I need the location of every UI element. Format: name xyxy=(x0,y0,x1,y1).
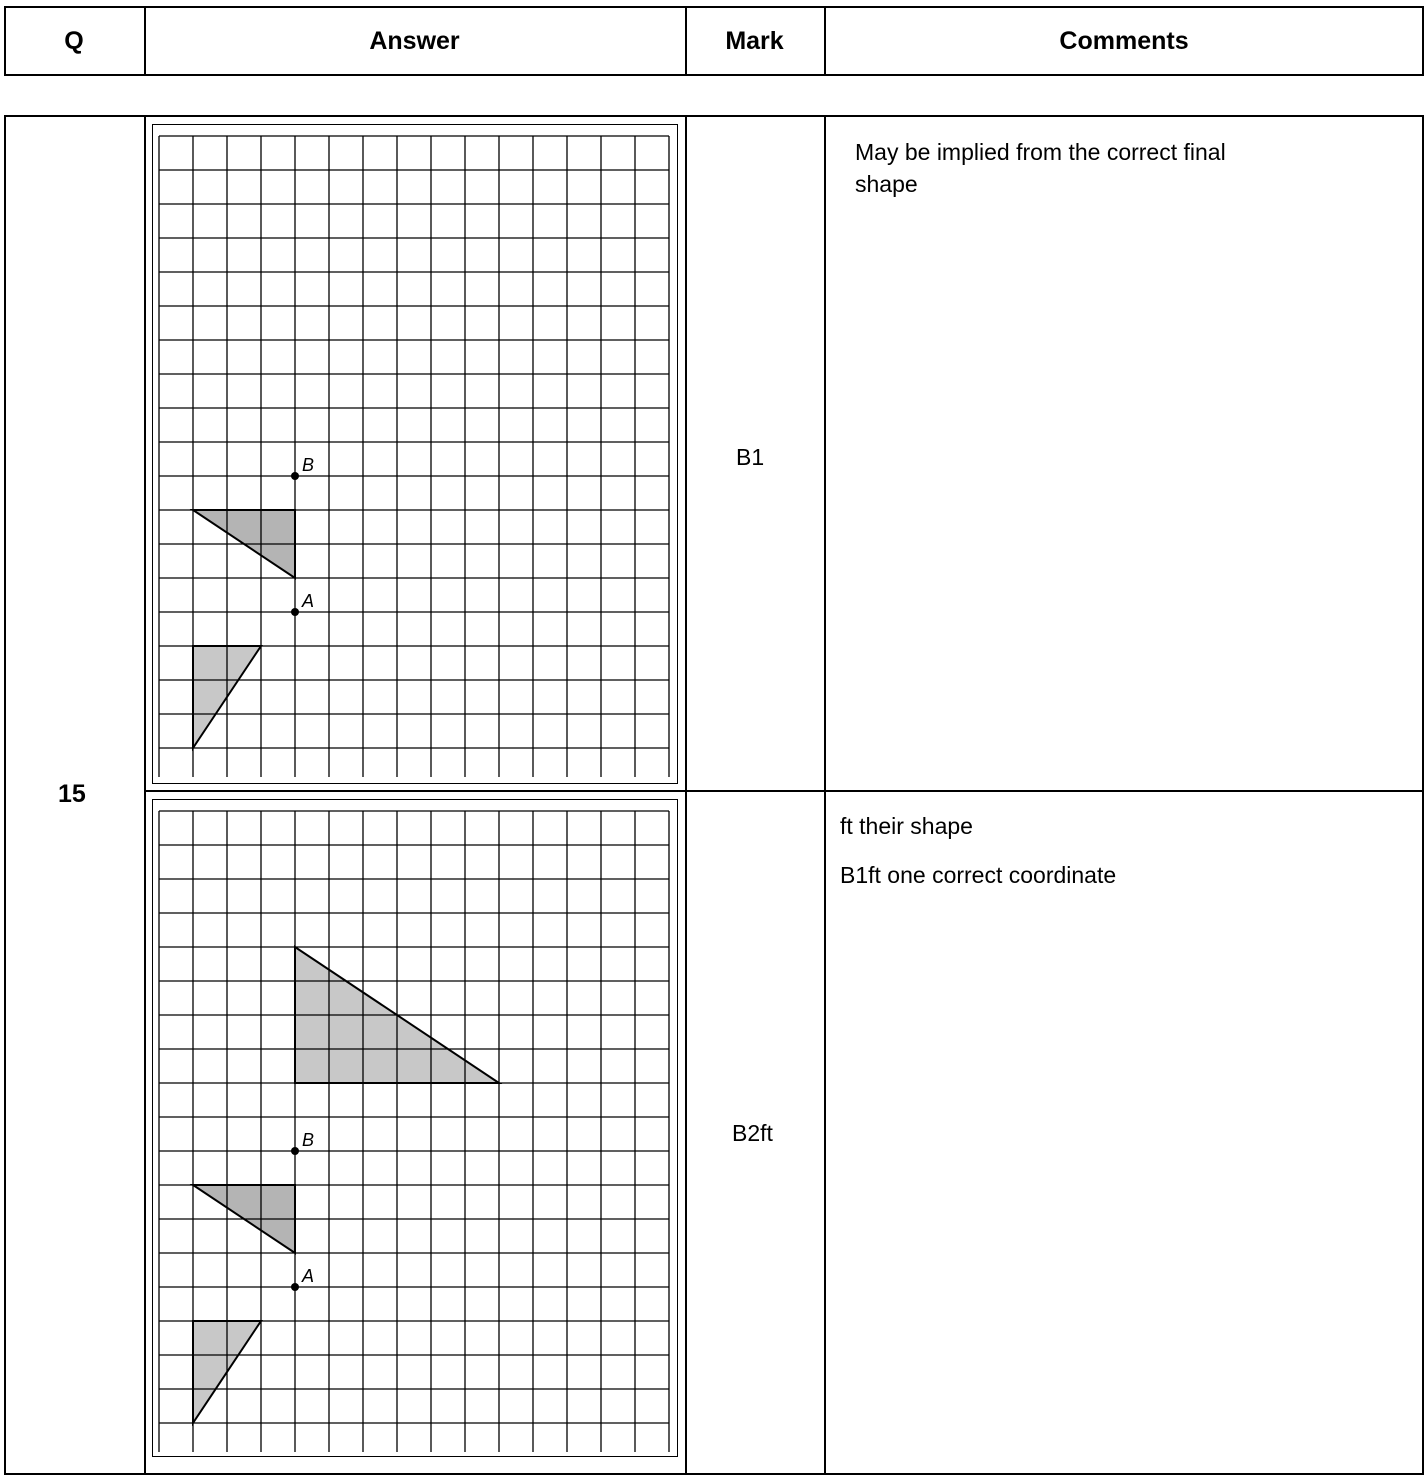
header-mark: Mark xyxy=(725,26,784,55)
point-b xyxy=(291,1147,299,1155)
column-divider xyxy=(144,115,146,1475)
point-label-a: A xyxy=(302,1266,315,1286)
point-label-b: B xyxy=(302,455,315,475)
comment-line: May be implied from the correct final xyxy=(855,139,1226,165)
header-answer: Answer xyxy=(369,26,460,55)
column-divider xyxy=(824,115,826,1475)
coordinate-grid-part-1 xyxy=(158,135,673,777)
comment-line: ft their shape xyxy=(840,813,973,839)
mark-part-2: B2ft xyxy=(732,1120,773,1146)
mark-part-1: B1 xyxy=(736,444,765,470)
question-number: 15 xyxy=(58,780,86,808)
coordinate-grid-part-2 xyxy=(158,810,673,1452)
point-label-b: B xyxy=(302,1130,315,1150)
point-label-a: A xyxy=(302,591,315,611)
point-a xyxy=(291,1283,299,1291)
header-q: Q xyxy=(64,26,84,55)
point-b xyxy=(291,472,299,480)
comment-line: shape xyxy=(855,171,918,197)
point-a xyxy=(291,608,299,616)
header-comments: Comments xyxy=(1059,26,1189,55)
column-divider xyxy=(685,115,687,1475)
row-divider xyxy=(144,790,1424,792)
comment-line: B1ft one correct coordinate xyxy=(840,862,1117,888)
comment-part-2 xyxy=(840,810,1400,891)
comment-part-1 xyxy=(855,136,1395,200)
